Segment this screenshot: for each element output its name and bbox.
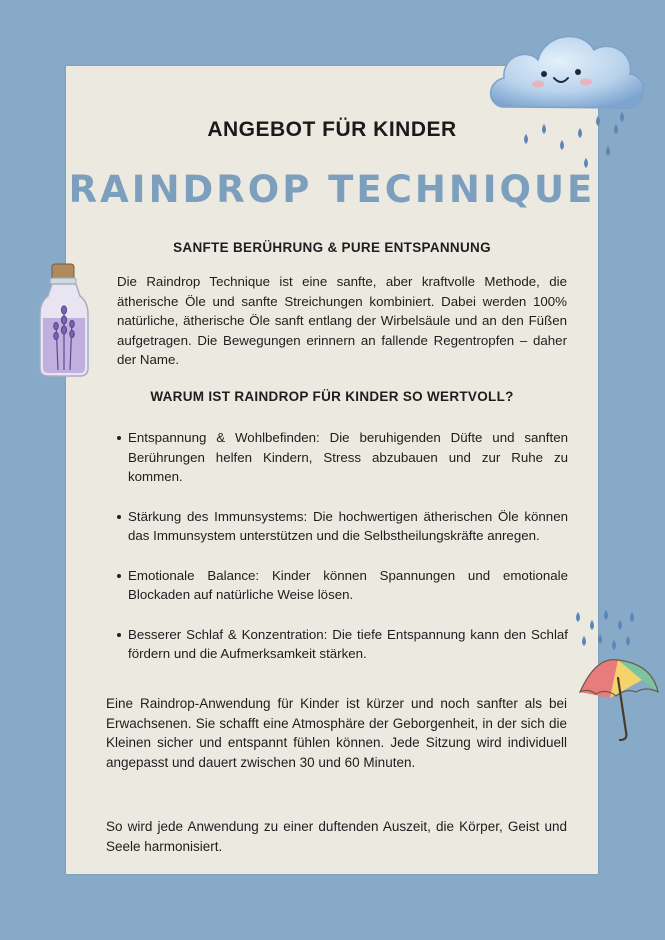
- benefit-item: Stärkung des Immunsystems: Die hochwertigen ätherischen Öle können das Immunsystem unterstützen und die Selbstheilungskräfte anregen.: [128, 507, 568, 546]
- question-heading: WARUM IST RAINDROP FÜR KINDER SO WERTVOLL?: [150, 389, 514, 404]
- benefit-item: Entspannung & Wohlbefinden: Die beruhigenden Düfte und sanften Berührungen helfen Kindern, Stress abzubauen und zur Ruhe zu kommen.: [128, 428, 568, 487]
- closing-note: So wird jede Anwendung zu einer duftenden Auszeit, die Körper, Geist und Seele harmonisiert.: [106, 819, 567, 854]
- benefit-item: Besserer Schlaf & Konzentration: Die tiefe Entspannung kann den Schlaf fördern und die Aufmerksamkeit stärken.: [128, 625, 568, 664]
- subheading: SANFTE BERÜHRUNG & PURE ENTSPANNUNG: [173, 240, 491, 255]
- kicker-heading: ANGEBOT FÜR KINDER: [207, 118, 457, 141]
- lavender-bottle-icon: [34, 262, 94, 380]
- closing-paragraph: Eine Raindrop-Anwendung für Kinder ist kürzer und noch sanfter als bei Erwachsenen. Sie schafft eine Atmosphäre der Geborgenheit, in der sich die Kleinen sicher und entspannt fühlen können. Jede Sitzung wird individuell angepasst und dauert zwischen 30 und 60 Minuten.: [106, 696, 567, 770]
- rain-cloud-icon: [482, 12, 652, 182]
- intro-paragraph: Die Raindrop Technique ist eine sanfte, aber kraftvolle Methode, die ätherische Öle und sanfte Streichungen kombiniert. Dabei werden 100% natürliche, ätherische Öle sanft entlang der Wirbelsäule und an den Füßen aufgetragen. Die Bewegungen erinnern an fallende Regentropfen – daher der Name.: [117, 274, 567, 367]
- benefit-list: [128, 428, 568, 684]
- page-title: RAINDROP TECHNIQUE: [68, 168, 596, 211]
- benefit-item: Emotionale Balance: Kinder können Spannungen und emotionale Blockaden auf natürliche Weise lösen.: [128, 566, 568, 605]
- umbrella-icon: [570, 606, 662, 746]
